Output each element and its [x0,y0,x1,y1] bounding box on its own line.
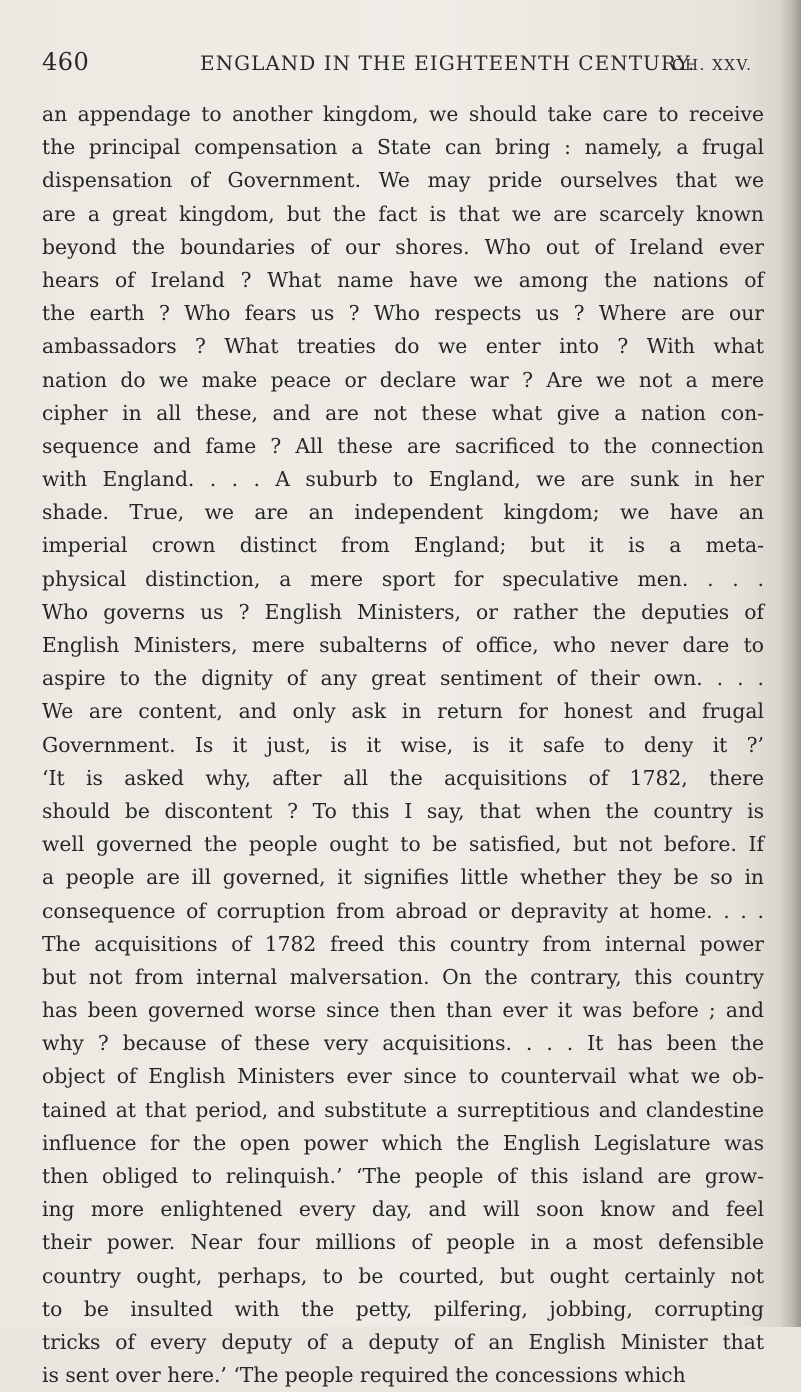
text-line: influence for the open power which the English Legislature was [42,1130,764,1155]
text-line: the earth ? Who fears us ? Who respects us ? Where are our [42,301,764,326]
text-line: The acquisitions of 1782 freed this country from internal power [42,931,764,956]
text-line: Government. Is it just, is it wise, is it safe to deny it ?’ [42,732,764,757]
body-text [42,98,764,1392]
text-line: why ? because of these very acquisitions. . . . It has been the [42,1031,764,1056]
text-line: ‘It is asked why, after all the acquisitions of 1782, there [42,765,764,790]
text-line: shade. True, we are an independent kingdom; we have an [42,500,764,525]
text-line: object of English Ministers ever since to countervail what we ob- [42,1064,764,1089]
text-line: nation do we make peace or declare war ? Are we not a mere [42,367,764,392]
text-line: sequence and fame ? All these are sacrificed to the connection [42,433,764,458]
text-line: but not from internal malversation. On the contrary, this country [42,964,764,989]
text-line: to be insulted with the petty, pilfering, jobbing, corrupting [42,1296,764,1321]
text-line: ing more enlightened every day, and will soon know and feel [42,1197,764,1222]
text-line: ambassadors ? What treaties do we enter into ? With what [42,334,764,359]
text-line: consequence of corruption from abroad or depravity at home. . . . [42,898,764,923]
text-line: has been governed worse since then than ever it was before ; and [42,998,764,1023]
text-line: a people are ill governed, it signifies little whether they be so in [42,865,764,890]
text-line: tricks of every deputy of a deputy of an English Minister that [42,1329,764,1354]
text-line: Who governs us ? English Ministers, or rather the deputies of [42,599,764,624]
text-line: well governed the people ought to be satisfied, but not before. If [42,832,764,857]
text-line: dispensation of Government. We may pride ourselves that we [42,168,764,193]
text-line: country ought, perhaps, to be courted, but ought certainly not [42,1263,764,1288]
text-line: aspire to the dignity of any great sentiment of their own. . . . [42,666,764,691]
page-edge-shadow [779,0,801,1327]
text-line: We are content, and only ask in return for honest and frugal [42,699,764,724]
text-line: hears of Ireland ? What name have we among the nations of [42,267,764,292]
page-number: 460 [42,48,90,76]
text-line: with England. . . . A suburb to England, we are sunk in her [42,467,764,492]
page-header [42,48,762,88]
text-line: the principal compensation a State can bring : namely, a frugal [42,135,764,160]
text-line: an appendage to another kingdom, we should take care to receive [42,102,764,126]
text-line: tained at that period, and substitute a surreptitious and clandestine [42,1097,764,1122]
text-line: imperial crown distinct from England; but it is a meta- [42,533,764,558]
text-line: are a great kingdom, but the fact is that we are scarcely known [42,201,764,226]
text-line: beyond the boundaries of our shores. Who out of Ireland ever [42,234,764,259]
text-line: should be discontent ? To this I say, that when the country is [42,798,764,823]
text-line: their power. Near four millions of people in a most defensible [42,1230,764,1255]
text-line: then obliged to relinquish.’ ‘The people of this island are grow- [42,1164,764,1188]
text-line: cipher in all these, and are not these what give a nation con- [42,400,764,425]
running-title: ENGLAND IN THE EIGHTEENTH CENTURY. [200,51,696,75]
chapter-reference: CH. XXV. [672,56,753,74]
text-line: is sent over here.’ ‘The people required the concessions which [42,1363,686,1388]
text-line: physical distinction, a mere sport for speculative men. . . . [42,566,764,591]
text-line: English Ministers, mere subalterns of office, who never dare to [42,633,764,657]
